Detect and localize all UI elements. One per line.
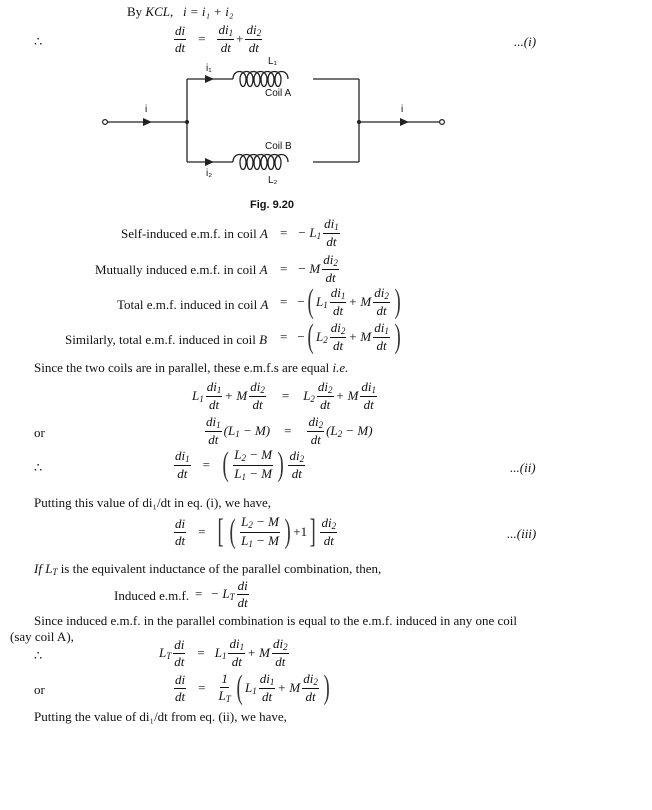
arrow-in-icon: [143, 118, 152, 126]
eq-label-ii: ...(ii): [510, 460, 536, 475]
lt-eq: $L_T$ $\frac{di}{dt}$ = $L_1$ $\frac{di_1}{dt}$ + M $\frac{di_2}{dt}$: [159, 636, 288, 670]
or-word-2: or: [34, 682, 45, 697]
kcl-word: KCL: [145, 4, 170, 19]
eq-label-i: ...(i): [514, 34, 537, 49]
label-l1: L₁: [268, 56, 277, 67]
or-eq-2: $\frac{di}{dt}$ = $\frac{1}{L_T}$ ( $L_1$ $\frac{di_1}{dt}$ + M $\frac{di_2}{dt}$ ): [175, 669, 330, 706]
total-b-eq: = − ( $L_2$ $\frac{di_2}{dt}$ + M $\frac{di_1}{dt}$ ): [280, 318, 401, 355]
arrow-out-icon: [400, 118, 409, 126]
putting-line-1: Putting this value of di₁/dt in eq. (i), we have,: [34, 495, 272, 510]
circuit-diagram: [95, 54, 455, 189]
if-lt-line: If $L_T$ is the equivalent inductance of the parallel combination, then,: [34, 561, 382, 577]
label-i1: i₁: [206, 63, 212, 74]
since-line-1: Since induced e.m.f. in the parallel combination is equal to the e.m.f. induced in any one coil: [34, 613, 518, 628]
figure-caption: Fig. 9.20: [250, 199, 295, 211]
arrow-i2-icon: [205, 158, 214, 166]
since-line-2: (say coil A),: [10, 629, 74, 644]
mutual-emf-label: Mutually induced e.m.f. in coil A: [95, 262, 268, 277]
kcl-line: By KCL, i = i₁ + i₂: [127, 4, 234, 19]
induced-emf-label: Induced e.m.f.: [114, 588, 190, 603]
total-b-label: Similarly, total e.m.f. induced in coil B: [65, 332, 268, 347]
kcl-prefix: By: [127, 4, 146, 19]
total-a-label: Total e.m.f. induced in coil A: [117, 297, 269, 312]
kcl-equation: i = i₁ + i₂: [183, 4, 234, 19]
equality-eq: $L_1$ $\frac{di_1}{dt}$ + M $\frac{di_2}{dt}$ = $L_2$ $\frac{di_2}{dt}$ + M $\frac{di_1}{dt}$: [192, 379, 377, 413]
therefore-symbol: ∴: [34, 34, 43, 49]
equation-ii: $\frac{di_1}{dt}$ = ( $\frac{L_2 - M}{L_1 - M}$ ) $\frac{di_2}{dt}$: [175, 446, 305, 483]
label-coil-a: Coil A: [265, 88, 292, 99]
total-a-eq: = − ( $L_1$ $\frac{di_1}{dt}$ + M $\frac{di_2}{dt}$ ): [280, 283, 401, 320]
label-i2: i₂: [206, 168, 213, 179]
self-emf-eq: = − $L_1$ $\frac{di_1}{dt}$: [280, 216, 339, 250]
parallel-sentence: Since the two coils are in parallel, these e.m.f.s are equal i.e.: [34, 360, 349, 375]
self-emf-label: Self-induced e.m.f. in coil A: [121, 226, 268, 241]
arrow-i1-icon: [205, 75, 214, 83]
induced-emf-eq: = − $L_T$ $\frac{di}{dt}$: [195, 578, 248, 610]
mutual-emf-eq: = − M $\frac{di_2}{dt}$: [280, 252, 338, 286]
putting-line-2: Putting the value of di₁/dt from eq. (ii), we have,: [34, 709, 287, 724]
label-i-in: i: [145, 104, 148, 115]
label-i-out: i: [401, 104, 404, 115]
or-word-1: or: [34, 425, 45, 440]
label-coil-b: Coil B: [265, 141, 292, 152]
or-eq-1: $\frac{di_1}{dt}$ $(L_1 - M)$ = $\frac{di_2}{dt}$ $(L_2 - M)$: [206, 414, 373, 448]
therefore-symbol-2: ∴: [34, 460, 43, 475]
equation-i: $\frac{di}{dt}$ = $\frac{di_1}{dt}$ + $\frac{di_2}{dt}$: [175, 22, 262, 56]
equation-iii: $\frac{di}{dt}$ = [ ( $\frac{L_2 - M}{L_1 - M}$ ) +1 ] $\frac{di_2}{dt}$: [175, 513, 337, 550]
therefore-symbol-3: ∴: [34, 648, 43, 663]
eq-label-iii: ...(iii): [507, 526, 537, 541]
label-l2: L₂: [268, 175, 278, 186]
